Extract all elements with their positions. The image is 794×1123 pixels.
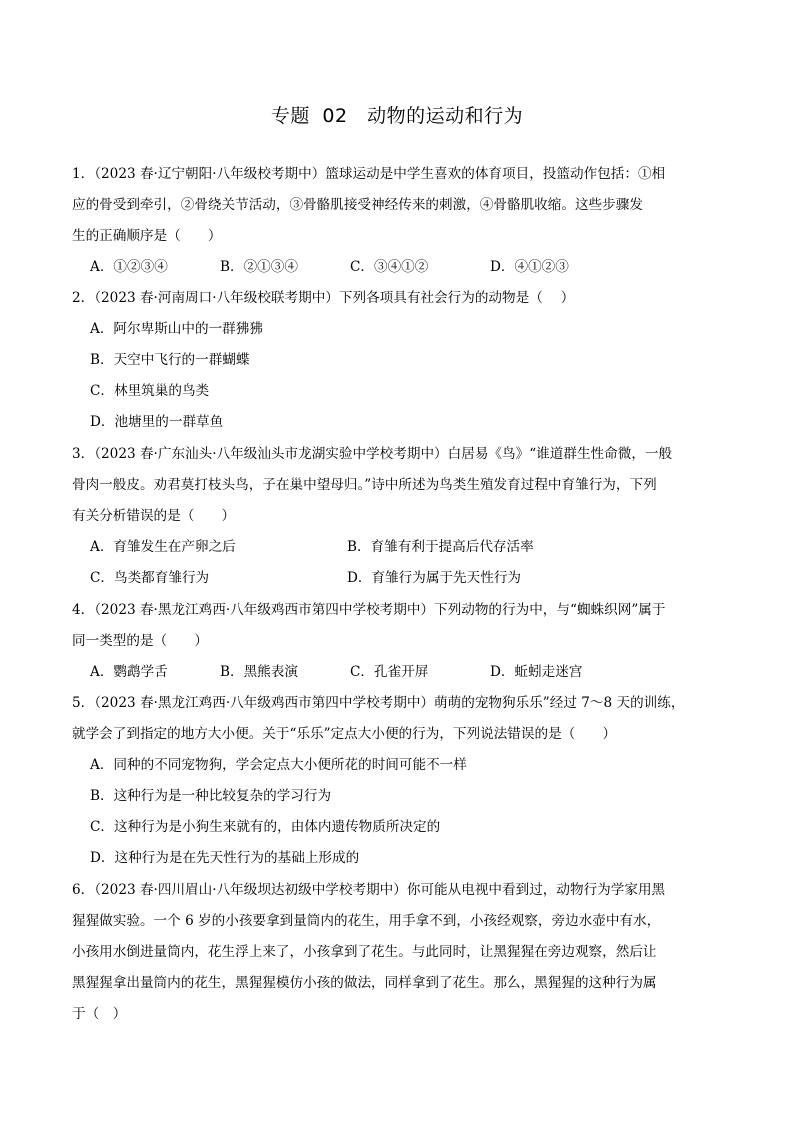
question-6-line-4: 黑猩猩拿出量筒内的花生，黑猩猩模仿小孩的做法，同样拿到了花生。那么，黑猩猩的这种行为属 [72, 975, 657, 991]
question-2-line-1: 2．（2023 春·河南周口·八年级校联考期中）下列各项具有社会行为的动物是（ ） [72, 290, 575, 306]
question-3-option-d: D．育雏行为属于先天性行为 [347, 570, 522, 586]
question-1-option-b: B．②①③④ [220, 259, 298, 275]
question-6-line-3: 小孩用水倒进量筒内，花生浮上来了，小孩拿到了花生。与此同时，让黑猩猩在旁边观察，然后让 [72, 944, 657, 960]
question-1-line-1: 1．（2023 春·辽宁朝阳·八年级校考期中）篮球运动是中学生喜欢的体育项目，投篮动作包括：①相 [72, 166, 666, 182]
question-3-option-b: B．育雏有利于提高后代存活率 [347, 539, 534, 555]
question-3-line-3: 有关分析错误的是（ ） [72, 508, 236, 524]
question-3-line-1: 3．（2023 春·广东汕头·八年级汕头市龙湖实验中学校考期中）白居易《鸟》“谁道群生性命微，一般 [72, 446, 673, 462]
question-4-line-1: 4．（2023 春·黑龙江鸡西·八年级鸡西市第四中学校考期中）下列动物的行为中，与“蜘蛛织网”属于 [72, 602, 666, 618]
question-1-line-3: 生的正确顺序是（ ） [72, 228, 222, 244]
question-4-line-2: 同一类型的是（ ） [72, 633, 208, 649]
question-5-line-1: 5．（2023 春·黑龙江鸡西·八年级鸡西市第四中学校考期中）萌萌的宠物狗乐乐”经过 7～8 天的训练， [72, 695, 685, 711]
question-2-option-b: B．天空中飞行的一群蝴蝶 [90, 352, 250, 368]
question-1-option-a: A．①②③④ [90, 259, 168, 275]
question-3-line-2: 骨肉一般皮。劝君莫打枝头鸟，子在巢中望母归。”诗中所述为鸟类生殖发育过程中育雏行为，下列 [72, 477, 657, 493]
question-3-option-a: A．育雏发生在产卵之后 [90, 539, 236, 555]
question-1-line-2: 应的骨受到牵引，②骨绕关节活动，③骨骼肌接受神经传来的刺激，④骨骼肌收缩。这些步骤发 [72, 197, 643, 213]
question-4-options [90, 662, 750, 682]
question-5-option-b: B．这种行为是一种比较复杂的学习行为 [90, 788, 332, 804]
question-1-option-d: D．④①②③ [490, 259, 569, 275]
question-6-line-1: 6．（2023 春·四川眉山·八年级坝达初级中学校考期中）你可能从电视中看到过，动物行为学家用黑 [72, 882, 666, 898]
question-4-option-d: D．蚯蚓走迷宫 [490, 664, 583, 680]
question-4-option-c: C．孔雀开屏 [350, 664, 429, 680]
question-2-option-c: C．林里筑巢的鸟类 [90, 383, 210, 399]
question-3-options-row-2 [90, 568, 750, 588]
question-5-option-d: D．这种行为是在先天性行为的基础上形成的 [90, 850, 360, 866]
question-6-line-2: 猩猩做实验。一个 6 岁的小孩要拿到量筒内的花生，用手拿不到，小孩经观察，旁边水壶中有水， [72, 913, 661, 929]
question-4-option-a: A．鹦鹉学舌 [90, 664, 168, 680]
question-5-option-a: A．同种的不同宠物狗，学会定点大小便所花的时间可能不一样 [90, 757, 467, 773]
question-1-option-c: C．③④①② [350, 259, 429, 275]
question-2-option-d: D．池塘里的一群草鱼 [90, 414, 224, 430]
question-4-option-b: B．黑熊表演 [220, 664, 298, 680]
page-title: 专题 02 动物的运动和行为 [270, 105, 524, 127]
question-1-options [90, 257, 750, 277]
question-5-option-c: C．这种行为是小狗生来就有的，由体内遗传物质所决定的 [90, 819, 441, 835]
question-2-option-a: A．阿尔卑斯山中的一群狒狒 [90, 321, 263, 337]
question-6-line-5: 于（ ） [72, 1006, 127, 1022]
question-3-option-c: C．鸟类都育雏行为 [90, 570, 210, 586]
question-3-options-row-1 [90, 537, 750, 557]
question-5-line-2: 就学会了到指定的地方大小便。关于“乐乐”定点大小便的行为，下列说法错误的是（ ） [72, 726, 617, 742]
